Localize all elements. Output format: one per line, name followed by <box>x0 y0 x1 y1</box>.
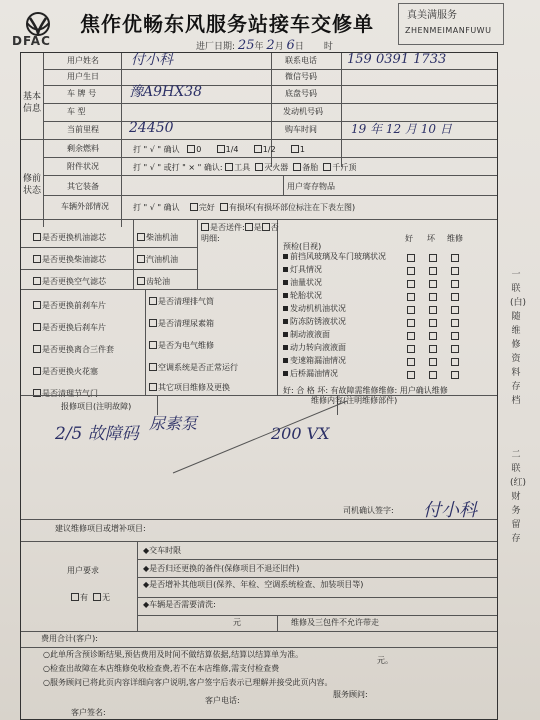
note-3-text: 服务顾问已将此页内容详细向客户说明,客户签字后表示已理解并接受此页内容。 <box>49 678 333 687</box>
inspection-good-checkbox[interactable] <box>407 293 415 301</box>
plate-label: 车 牌 号 <box>67 89 97 98</box>
inspection-bad-checkbox[interactable] <box>429 293 437 301</box>
send-parts-checkbox[interactable] <box>201 223 209 231</box>
rear-brake <box>33 323 106 333</box>
send-parts <box>201 223 279 233</box>
front-brake-label: 是否更换前刹车片 <box>42 301 106 310</box>
jack-checkbox[interactable] <box>323 163 331 171</box>
spark-plug-label: 是否更换火花塞 <box>42 367 98 376</box>
square-bullet-icon <box>283 254 288 259</box>
inspection-bad-checkbox[interactable] <box>429 254 437 262</box>
detail-label: 明细: <box>201 234 220 243</box>
logo-text: DFAC <box>12 34 51 48</box>
inspection-item-label: 灯具情况 <box>290 265 322 274</box>
advisor-label: 服务顾问: <box>333 690 368 699</box>
fuel-label: 剩余燃料 <box>67 144 99 153</box>
inspection-good-checkbox[interactable] <box>407 319 415 327</box>
fuel-row <box>133 145 305 155</box>
content-label: 维修内容(注明维修部件) <box>311 396 398 405</box>
other-repair <box>149 383 230 393</box>
fault-label: 报修项目(注明故障) <box>61 402 132 411</box>
square-bullet-icon <box>283 332 288 337</box>
storage-label: 用户寄存物品 <box>287 182 335 191</box>
tools-checkbox[interactable] <box>225 163 233 171</box>
exhaust <box>149 297 214 307</box>
inspection-item-label: 防冻防锈液状况 <box>290 317 346 326</box>
hand-value[interactable]: 200 VX <box>271 424 330 443</box>
inspection-item <box>283 266 322 275</box>
inspection-item-label: 制动液液面 <box>290 330 330 339</box>
extinguisher-label: 灭火器 <box>264 163 289 172</box>
clutch-kit-label: 是否更换离合三件套 <box>42 345 114 354</box>
send-parts-no-checkbox[interactable] <box>262 223 270 231</box>
accessory-row <box>133 163 356 173</box>
oil-diesel-checkbox[interactable] <box>137 233 145 241</box>
inspection-col-good: 好 <box>405 234 413 243</box>
inspection-bad-checkbox[interactable] <box>429 371 437 379</box>
suggest-label: 建议维修项目或增补项目: <box>55 524 146 533</box>
copy-label-second: 二联(红)财务留存 <box>510 450 527 544</box>
request-bullet-icon: ◆ <box>143 564 150 573</box>
note-1-text: 此单所含预诊断结果,预估费用及时间不做结算依据,结算以结算单为准。 <box>49 650 304 659</box>
date-month: 2 <box>266 38 275 53</box>
request-no: 无 <box>102 593 111 602</box>
inspection-bad-checkbox[interactable] <box>429 280 437 288</box>
send-parts-label: 是否送件: <box>210 223 245 232</box>
purchase-value[interactable]: 19 年 12 月 10 日 <box>351 122 452 136</box>
appearance-instruction: 打 " √ " 确认 <box>133 203 180 212</box>
inspection-bad-checkbox[interactable] <box>429 319 437 327</box>
purchase-label: 购车时间 <box>285 125 317 134</box>
front-brake <box>33 301 106 311</box>
accessory-label: 附件状况 <box>67 162 99 171</box>
user-name-label: 用户姓名 <box>67 56 99 65</box>
request-item-wash-label: 车辆是否需要清洗: <box>149 600 216 609</box>
clutch-kit <box>33 345 114 355</box>
replace-air-filter <box>33 277 106 287</box>
oil-gasoline-label: 汽油机油 <box>146 255 178 264</box>
electrical-label: 是否为电气维修 <box>158 341 214 350</box>
rear-brake-label: 是否更换后刹车片 <box>42 323 106 332</box>
request-item-addon <box>143 581 363 590</box>
appearance-damaged-checkbox[interactable] <box>220 203 228 211</box>
send-parts-yes: 是 <box>253 223 262 232</box>
request-label: 用户要求 <box>67 566 99 575</box>
appearance-damaged-label: 有损坏(有损坏部位标注在下表左图) <box>228 203 356 212</box>
engine-label: 发动机号码 <box>283 107 323 116</box>
appearance-label: 车辆外部情况 <box>61 202 109 211</box>
fuel-half-checkbox[interactable] <box>254 145 262 153</box>
hand-fault[interactable]: 2/5 故障码 <box>55 424 139 444</box>
inspection-good-checkbox[interactable] <box>407 280 415 288</box>
request-yes: 有 <box>80 593 88 602</box>
replace-air-filter-checkbox[interactable] <box>33 277 41 285</box>
inspection-repair-checkbox[interactable] <box>451 280 459 288</box>
note-1 <box>43 651 303 660</box>
mileage-value[interactable]: 24450 <box>129 120 174 136</box>
oil-diesel-label: 柴油机油 <box>146 233 178 242</box>
service-stamp <box>398 3 504 45</box>
stamp-title: 真美满服务 <box>407 10 457 21</box>
cost-yuan: 元。 <box>377 656 393 665</box>
inspection-item <box>283 253 386 262</box>
spare-tire-checkbox[interactable] <box>293 163 301 171</box>
request-yes-no <box>71 593 110 603</box>
square-bullet-icon <box>283 319 288 324</box>
oil-gasoline-checkbox[interactable] <box>137 255 145 263</box>
send-parts-no: 否 <box>270 223 279 232</box>
inspection-item <box>283 305 346 314</box>
square-bullet-icon <box>283 306 288 311</box>
inspection-repair-checkbox[interactable] <box>451 267 459 275</box>
inspection-item <box>283 344 346 353</box>
appearance-row <box>133 203 355 213</box>
fuel-0-checkbox[interactable] <box>187 145 195 153</box>
date-day-unit: 日 <box>294 42 304 52</box>
request-item-delivery <box>143 547 181 556</box>
request-item-delivery-label: 交车时限 <box>149 546 182 555</box>
inspection-item-label: 后桥漏油情况 <box>290 369 338 378</box>
inspection-item-label: 动力转向液液面 <box>290 343 346 352</box>
inspection-repair-checkbox[interactable] <box>451 306 459 314</box>
front-brake-checkbox[interactable] <box>33 301 41 309</box>
inspection-bad-checkbox[interactable] <box>429 345 437 353</box>
driver-sign-value[interactable]: 付小科 <box>423 500 477 521</box>
date-day: 6 <box>286 38 295 53</box>
replace-air-filter-label: 是否更换空气滤芯 <box>42 277 106 286</box>
order-form <box>20 52 498 720</box>
inspection-item-label: 油量状况 <box>290 278 322 287</box>
fuel-full-checkbox[interactable] <box>291 145 299 153</box>
inspection-repair-checkbox[interactable] <box>451 254 459 262</box>
square-bullet-icon <box>283 293 288 298</box>
inspection-good-checkbox[interactable] <box>407 254 415 262</box>
urea-tank-checkbox[interactable] <box>149 319 157 327</box>
tools-label: 工具 <box>234 163 251 172</box>
fuel-instruction: 打 " √ " 确认 <box>133 145 180 154</box>
jack-label: 千斤顶 <box>332 163 357 172</box>
urea-tank <box>149 319 214 329</box>
request-item-addon-label: 是否增补其他项目(保养、年检、空调系统检查、加装项目等) <box>149 580 364 589</box>
exhaust-label: 是否清理排气筒 <box>158 297 214 306</box>
request-bullet-icon: ◆ <box>143 600 150 609</box>
tri-package-note: 维修及三包件不允许带走 <box>291 618 379 627</box>
throttle <box>33 389 98 399</box>
square-bullet-icon <box>283 280 288 285</box>
inspection-item <box>283 279 322 288</box>
urea-tank-label: 是否清理尿素箱 <box>158 319 214 328</box>
check-section-label: 修前状态 <box>23 174 42 196</box>
exhaust-checkbox[interactable] <box>149 297 157 305</box>
inspection-bad-checkbox[interactable] <box>429 267 437 275</box>
fuel-full-label: 1 <box>299 145 306 154</box>
spark-plug-checkbox[interactable] <box>33 367 41 375</box>
chassis-label: 底盘号码 <box>285 89 317 98</box>
replace-diesel-filter-checkbox[interactable] <box>33 255 41 263</box>
fuel-half-label: 1/2 <box>262 145 276 154</box>
entry-date <box>196 38 333 53</box>
inspection-good-checkbox[interactable] <box>407 371 415 379</box>
request-bullet-icon: ◆ <box>143 546 150 555</box>
date-month-unit: 月 <box>274 42 284 52</box>
accessory-instruction: 打 " √ " 或打 " × " 确认: <box>133 163 223 172</box>
inspection-item <box>283 292 322 301</box>
square-bullet-icon <box>283 345 288 350</box>
inspection-item <box>283 357 346 366</box>
appearance-intact-checkbox[interactable] <box>190 203 198 211</box>
plate-value[interactable]: 豫A9HX38 <box>129 84 203 100</box>
extinguisher-checkbox[interactable] <box>255 163 263 171</box>
spare-tire-label: 备胎 <box>302 163 319 172</box>
clutch-kit-checkbox[interactable] <box>33 345 41 353</box>
ac-system-checkbox[interactable] <box>149 363 157 371</box>
cost-label: 费用合计(客户): <box>41 634 98 643</box>
phone-label: 联系电话 <box>285 56 317 65</box>
other-repair-checkbox[interactable] <box>149 383 157 391</box>
note-2-text: 检查出故障在本店维修免收检查费,若不在本店维修,需支付检查费 <box>49 664 280 673</box>
request-yes-checkbox[interactable] <box>71 593 79 601</box>
request-yuan: 元 <box>233 618 241 627</box>
date-year: 25 <box>237 38 255 53</box>
basic-info-label: 基本信息 <box>23 92 42 114</box>
hand-urea[interactable]: 尿素泵 <box>149 414 198 433</box>
note-bullet-icon: ○ <box>43 678 50 687</box>
inspection-item <box>283 318 346 327</box>
inspection-good-checkbox[interactable] <box>407 267 415 275</box>
rear-brake-checkbox[interactable] <box>33 323 41 331</box>
inspection-item-label: 变速箱漏油情况 <box>290 356 346 365</box>
oil-gear <box>137 277 170 287</box>
replace-diesel-filter <box>33 255 106 265</box>
oil-gasoline <box>137 255 178 265</box>
request-item-wash <box>143 601 216 610</box>
request-item-return-label: 是否归还更换的备件(保修项目不退还旧件) <box>149 564 300 573</box>
wechat-label: 微信号码 <box>285 72 317 81</box>
inspection-good-checkbox[interactable] <box>407 306 415 314</box>
other-equipment-label: 其它装备 <box>67 182 99 191</box>
stamp-pinyin: ZHENMEIMANFUWU <box>405 26 492 35</box>
oil-diesel <box>137 233 178 243</box>
electrical <box>149 341 214 351</box>
note-bullet-icon: ○ <box>43 664 50 673</box>
note-2 <box>43 665 279 674</box>
appearance-intact-label: 完好 <box>198 203 215 212</box>
oil-gear-checkbox[interactable] <box>137 277 145 285</box>
note-bullet-icon: ○ <box>43 650 50 659</box>
inspection-good-checkbox[interactable] <box>407 345 415 353</box>
inspection-bad-checkbox[interactable] <box>429 358 437 366</box>
birthday-label: 用户生日 <box>67 72 99 81</box>
inspection-item-label: 前挡风玻璃及车门玻璃状况 <box>290 252 386 261</box>
replace-oil-filter-checkbox[interactable] <box>33 233 41 241</box>
request-no-checkbox[interactable] <box>93 593 101 601</box>
request-bullet-icon: ◆ <box>143 580 150 589</box>
send-parts-yes-checkbox[interactable] <box>245 223 253 231</box>
replace-diesel-filter-label: 是否更换柴油滤芯 <box>42 255 106 264</box>
user-name-value[interactable]: 付小科 <box>131 52 173 68</box>
other-repair-label: 其它项目维修及更换 <box>158 383 230 392</box>
inspection-item <box>283 331 330 340</box>
inspection-good-checkbox[interactable] <box>407 332 415 340</box>
inspection-item <box>283 370 338 379</box>
model-label: 车 型 <box>67 107 86 116</box>
ac-system-label: 空调系统是否正常运行 <box>158 363 238 372</box>
date-label: 进厂日期: <box>196 42 236 52</box>
inspection-repair-checkbox[interactable] <box>451 293 459 301</box>
inspection-repair-checkbox[interactable] <box>451 345 459 353</box>
copy-label-first: 一联(白)随维修资料存档 <box>510 270 527 406</box>
customer-phone-label: 客户电话: <box>205 696 240 705</box>
page-title: 焦作优畅东风服务站接车交修单 <box>80 12 374 36</box>
replace-oil-filter <box>33 233 106 243</box>
spark-plug <box>33 367 98 377</box>
square-bullet-icon <box>283 371 288 376</box>
fuel-quarter-checkbox[interactable] <box>217 145 225 153</box>
throttle-label: 是否清理节气门 <box>42 389 98 398</box>
driver-sign-label: 司机确认签字: <box>343 506 394 515</box>
inspection-item-label: 轮胎状况 <box>290 291 322 300</box>
phone-value[interactable]: 159 0391 1733 <box>347 52 447 67</box>
square-bullet-icon <box>283 358 288 363</box>
inspection-bad-checkbox[interactable] <box>429 332 437 340</box>
inspection-good-checkbox[interactable] <box>407 358 415 366</box>
inspection-col-bad: 坏 <box>427 234 435 243</box>
note-3 <box>43 679 333 688</box>
fuel-0-label: 0 <box>196 145 202 154</box>
inspection-footer: 好: 合 格 坏: 有故障需维修维修: 用户确认维修 <box>283 386 448 395</box>
ac-system <box>149 363 238 373</box>
oil-gear-label: 齿轮油 <box>146 277 170 286</box>
inspection-title: 预检(目视) <box>283 242 322 251</box>
inspection-repair-checkbox[interactable] <box>451 358 459 366</box>
fuel-quarter-label: 1/4 <box>225 145 239 154</box>
replace-oil-filter-label: 是否更换机油滤芯 <box>42 233 106 242</box>
date-hour-unit: 时 <box>323 42 333 52</box>
inspection-repair-checkbox[interactable] <box>451 319 459 327</box>
request-item-return <box>143 565 299 574</box>
inspection-repair-checkbox[interactable] <box>451 332 459 340</box>
inspection-bad-checkbox[interactable] <box>429 306 437 314</box>
inspection-item-label: 发动机机油状况 <box>290 304 346 313</box>
mileage-label: 当前里程 <box>67 125 99 134</box>
square-bullet-icon <box>283 267 288 272</box>
inspection-repair-checkbox[interactable] <box>451 371 459 379</box>
electrical-checkbox[interactable] <box>149 341 157 349</box>
date-year-unit: 年 <box>254 42 264 52</box>
inspection-col-repair: 维修 <box>447 234 463 243</box>
customer-sign-label: 客户签名: <box>71 708 106 717</box>
